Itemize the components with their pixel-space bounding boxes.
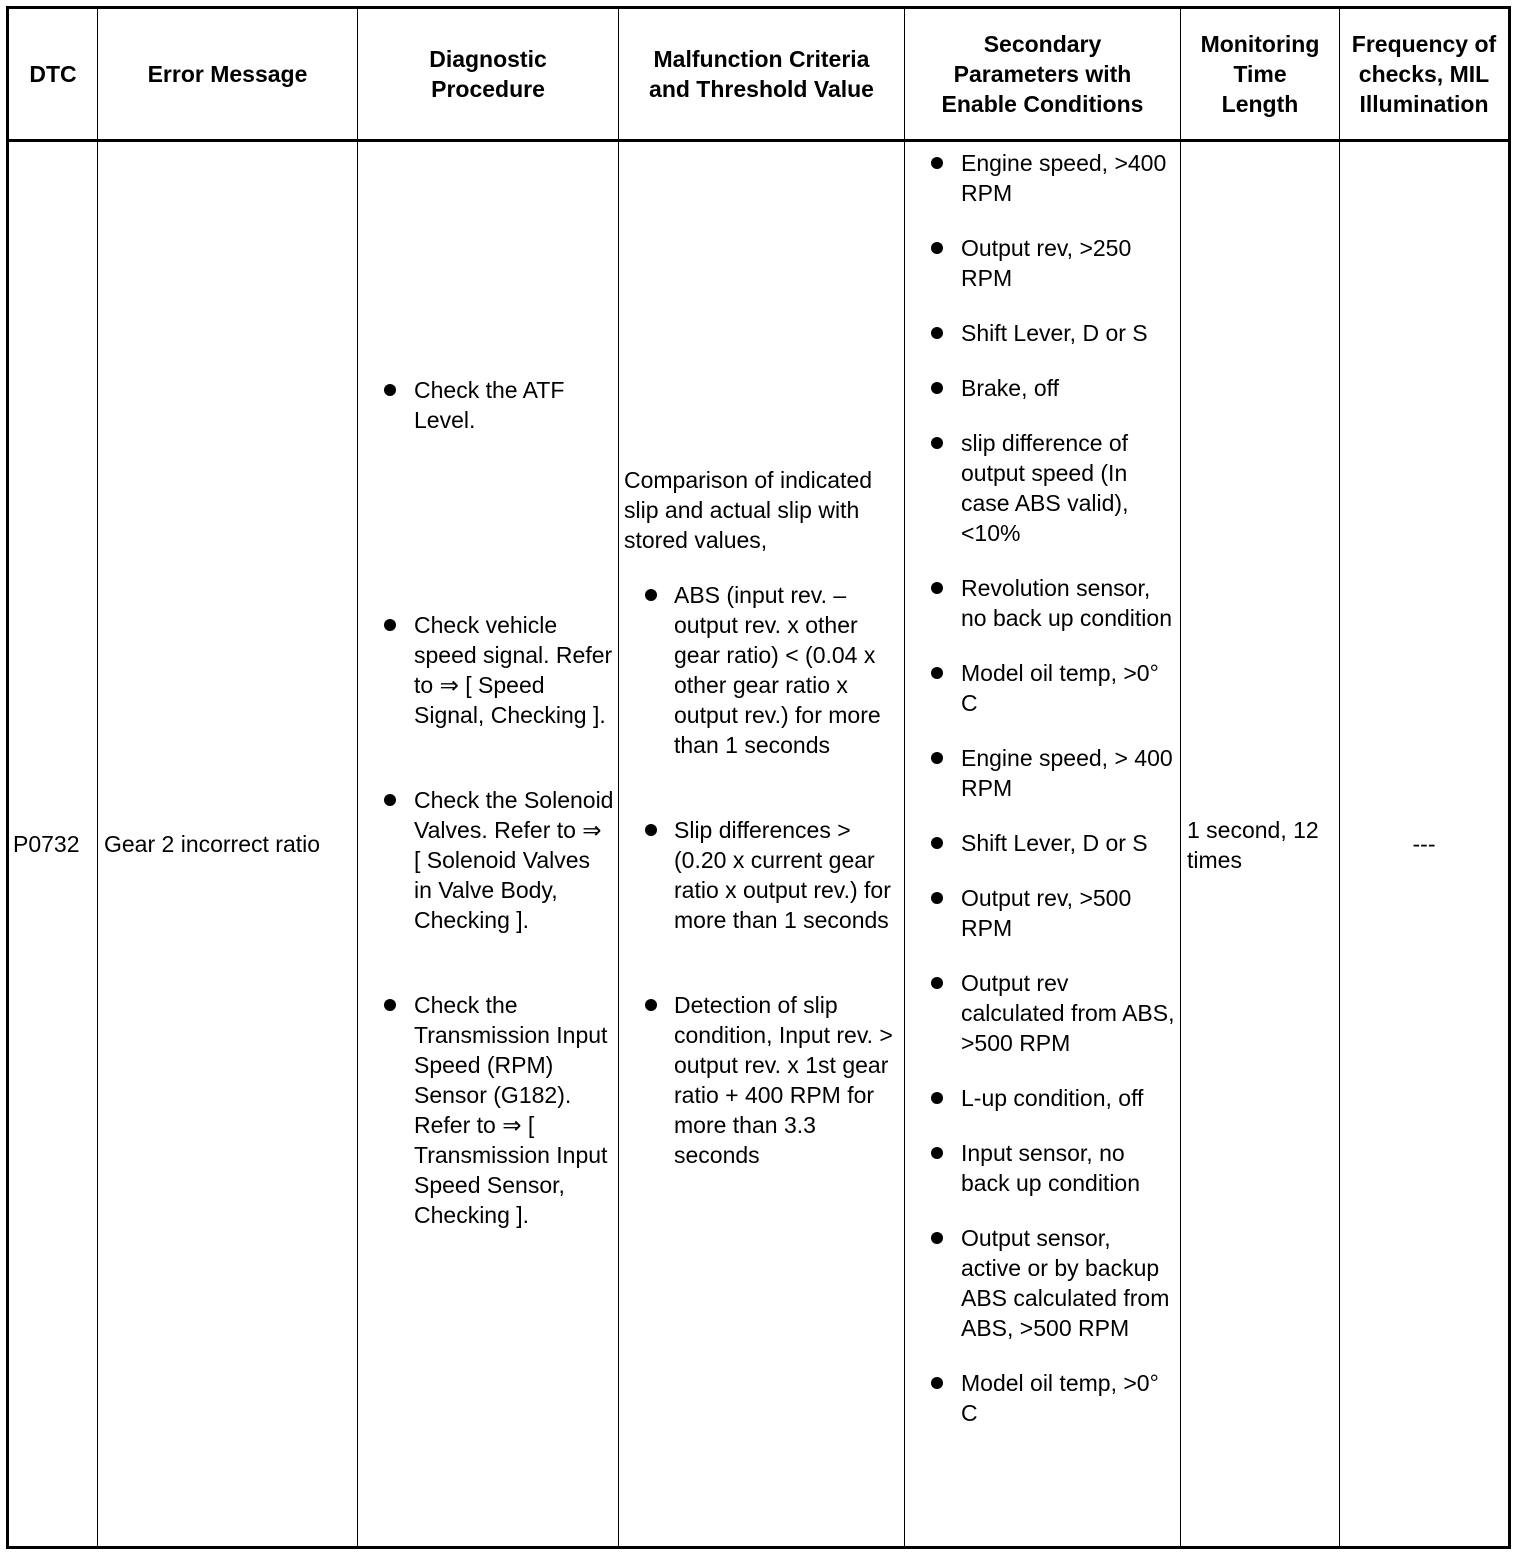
bullet-icon [931,242,943,254]
secondary-item: Output sensor, active or by backup ABS calculated from ABS, >500 RPM [911,1223,1176,1343]
cell-malfunction-criteria [619,142,904,1546]
secondary-item: L-up condition, off [911,1083,1176,1113]
secondary-item: Output rev calculated from ABS, >500 RPM [911,968,1176,1058]
secondary-item: Model oil temp, >0° C [911,1368,1176,1428]
procedure-item: Check the Transmission Input Speed (RPM) Sensor (G182). Refer to ⇒ [ Transmission Input Speed Sensor, Checking ]. [364,990,614,1230]
bullet-icon [931,892,943,904]
secondary-item: Model oil temp, >0° C [911,658,1176,718]
bullet-icon [931,752,943,764]
error-message-text: Gear 2 incorrect ratio [104,831,321,857]
bullet-icon [645,999,657,1011]
criteria-item: ABS (input rev. – output rev. x other gear ratio) < (0.04 x other gear ratio x output rev.) for more than 1 seconds [624,580,900,760]
bullet-icon [931,1232,943,1244]
bullet-icon [384,794,396,806]
bullet-icon [931,977,943,989]
procedure-item: Check the Solenoid Valves. Refer to ⇒ [ Solenoid Valves in Valve Body, Checking ]. [364,785,614,935]
bullet-icon [384,619,396,631]
secondary-item: Shift Lever, D or S [911,828,1176,858]
header-malfunction-criteria: Malfunction Criteria and Threshold Value [649,46,874,102]
secondary-item: Shift Lever, D or S [911,318,1176,348]
cell-monitoring-time [1181,142,1339,1546]
procedure-item: Check the ATF Level. [364,375,614,435]
bullet-icon [931,582,943,594]
bullet-icon [931,382,943,394]
bullet-icon [645,824,657,836]
cell-error-message [98,142,357,1546]
dtc-table [6,6,1511,1549]
bullet-icon [931,437,943,449]
dtc-code: P0732 [13,831,80,857]
secondary-item: slip difference of output speed (In case ABS valid), <10% [911,428,1176,548]
secondary-item: Brake, off [911,373,1176,403]
frequency-text: --- [1412,831,1436,857]
criteria-item: Detection of slip condition, Input rev. > output rev. x 1st gear ratio + 400 RPM for more than 3.3 seconds [624,990,900,1170]
bullet-icon [384,384,396,396]
bullet-icon [931,837,943,849]
header-secondary-parameters: Secondary Parameters with Enable Conditions [941,31,1144,117]
bullet-icon [931,1092,943,1104]
header-monitoring-time: Monitoring Time Length [1200,31,1320,117]
bullet-icon [931,327,943,339]
secondary-item: Output rev, >250 RPM [911,233,1176,293]
cell-secondary-parameters [905,142,1180,1546]
secondary-item: Engine speed, >400 RPM [911,148,1176,208]
bullet-icon [931,157,943,169]
header-frequency: Frequency of checks, MIL Illumination [1351,31,1497,117]
criteria-item: Slip differences > (0.20 x current gear ratio x output rev.) for more than 1 seconds [624,815,900,935]
cell-diagnostic-procedure [358,142,618,1546]
bullet-icon [384,999,396,1011]
bullet-icon [931,667,943,679]
secondary-item: Input sensor, no back up condition [911,1138,1176,1198]
header-dtc: DTC [29,61,77,87]
bullet-icon [931,1147,943,1159]
header-error-message: Error Message [147,61,308,87]
cell-dtc [9,142,97,1546]
bullet-icon [645,589,657,601]
header-diagnostic-procedure: Diagnostic Procedure [429,46,547,102]
monitoring-time-text: 1 second, 12 times [1187,817,1319,873]
criteria-intro: Comparison of indicated slip and actual slip with stored values, [624,467,873,553]
secondary-item: Engine speed, > 400 RPM [911,743,1176,803]
bullet-icon [931,1377,943,1389]
cell-frequency [1340,142,1508,1546]
secondary-item: Output rev, >500 RPM [911,883,1176,943]
procedure-item: Check vehicle speed signal. Refer to ⇒ [ Speed Signal, Checking ]. [364,610,614,730]
secondary-item: Revolution sensor, no back up condition [911,573,1176,633]
